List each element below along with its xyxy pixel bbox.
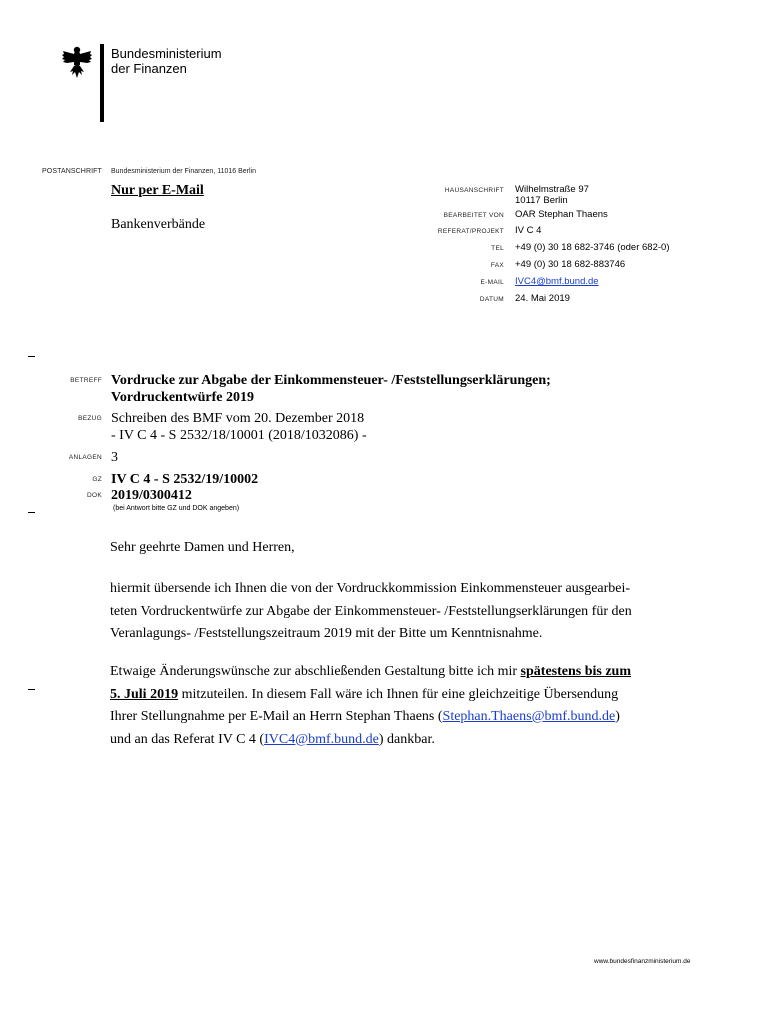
paragraph-2-text-4b: ) dankbar. — [378, 731, 435, 747]
betreff-label: BETREFF — [70, 377, 102, 384]
paragraph-2-text-3a: Ihrer Stellungnahme per E-Mail an Herrn Stephan Thaens ( — [110, 709, 443, 724]
anlagen-value: 3 — [111, 450, 118, 465]
datum-value: 24. Mai 2019 — [515, 293, 570, 304]
email-link[interactable]: IVC4@bmf.bund.de — [515, 276, 599, 287]
paragraph-2-text-1a: Etwaige Änderungswünsche zur abschließenden Gestaltung bitte ich mir — [110, 664, 521, 679]
betreff-line1: Vordrucke zur Abgabe der Einkommensteuer- /Feststellungserklärungen; — [111, 373, 551, 388]
deadline-emphasis-2: 5. Juli 2019 — [110, 686, 179, 702]
paragraph-1-line-1: hiermit übersende ich Ihnen die von der Vordruckkommission Einkommensteuer ausgearbei- — [110, 581, 631, 596]
fold-mark-middle — [28, 512, 35, 513]
hausanschrift-street: Wilhelmstraße 97 — [515, 184, 589, 195]
bezug-line2: - IV C 4 - S 2532/18/10001 (2018/1032086) - — [111, 428, 367, 443]
recipient-name: Bankenverbände — [111, 217, 206, 232]
thaens-email-link[interactable]: Stephan.Thaens@bmf.bund.de — [442, 709, 616, 724]
datum-label: DATUM — [479, 296, 504, 303]
referat-label: REFERAT/PROJEKT — [437, 228, 504, 235]
hausanschrift-city: 10117 Berlin — [515, 195, 568, 206]
ministry-name-line2: der Finanzen — [111, 61, 187, 76]
paragraph-2-text-2b: mitzuteilen. In diesem Fall wäre ich Ihnen für eine gleichzeitige Übersendung — [178, 686, 619, 702]
gz-value: IV C 4 - S 2532/19/10002 — [111, 472, 259, 487]
bezug-line1: Schreiben des BMF vom 20. Dezember 2018 — [111, 411, 365, 426]
delivery-note: Nur per E-Mail — [111, 183, 204, 198]
anlagen-label: ANLAGEN — [68, 454, 102, 461]
paragraph-2 — [110, 661, 700, 751]
bezug-label: BEZUG — [78, 415, 102, 422]
paragraph-2-text-3b: ) — [615, 709, 620, 724]
paragraph-2-line-3 — [110, 706, 700, 729]
fax-label: FAX — [490, 262, 504, 269]
betreff-value — [111, 372, 551, 406]
federal-eagle-logo — [62, 45, 92, 79]
fold-mark-bottom — [28, 689, 35, 690]
paragraph-1-line-3: Veranlagungs- /Feststellungszeitraum 2019 mit der Bitte um Kenntnisnahme. — [110, 626, 543, 641]
referat-value: IV C 4 — [515, 225, 542, 236]
salutation — [110, 537, 700, 560]
tel-value: +49 (0) 30 18 682-3746 (oder 682-0) — [515, 242, 670, 253]
gz-label: GZ — [92, 476, 102, 483]
bearbeitet-label: BEARBEITET VON — [443, 212, 504, 219]
referat-email-link[interactable]: IVC4@bmf.bund.de — [264, 731, 379, 747]
hausanschrift-value — [515, 184, 589, 206]
dok-label: DOK — [87, 492, 102, 499]
letterhead-divider — [100, 44, 104, 122]
dok-value: 2019/0300412 — [111, 488, 192, 503]
reply-hint: (bei Antwort bitte GZ und DOK angeben) — [113, 505, 240, 512]
email-label: E-MAIL — [480, 279, 504, 286]
deadline-emphasis-1: spätestens bis zum — [520, 664, 632, 679]
sender-address: Bundesministerium der Finanzen, 11016 Berlin — [111, 168, 257, 175]
fax-value: +49 (0) 30 18 682-883746 — [515, 259, 626, 270]
fold-mark-top — [28, 356, 35, 357]
bearbeitet-value: OAR Stephan Thaens — [515, 209, 608, 220]
bezug-value — [111, 410, 367, 444]
postanschrift-label: POSTANSCHRIFT — [42, 168, 102, 175]
paragraph-2-line-2 — [110, 684, 700, 707]
paragraph-2-text-4a: und an das Referat IV C 4 ( — [110, 731, 265, 747]
paragraph-2-line-4 — [110, 729, 700, 752]
paragraph-1-line-2: teten Vordruckentwürfe zur Abgabe der Einkommensteuer- /Feststellungserklärungen für den — [110, 603, 632, 619]
salutation-text: Sehr geehrte Damen und Herren, — [110, 540, 295, 555]
ministry-name-line1: Bundesministerium — [111, 46, 222, 61]
betreff-line2: Vordruckentwürfe 2019 — [111, 390, 254, 405]
paragraph-1 — [110, 578, 700, 646]
tel-label: TEL — [491, 245, 504, 252]
footer-website[interactable]: www.bundesfinanzministerium.de — [594, 958, 691, 965]
hausanschrift-label: HAUSANSCHRIFT — [444, 187, 504, 194]
paragraph-2-line-1 — [110, 661, 700, 684]
ministry-name — [111, 46, 222, 76]
